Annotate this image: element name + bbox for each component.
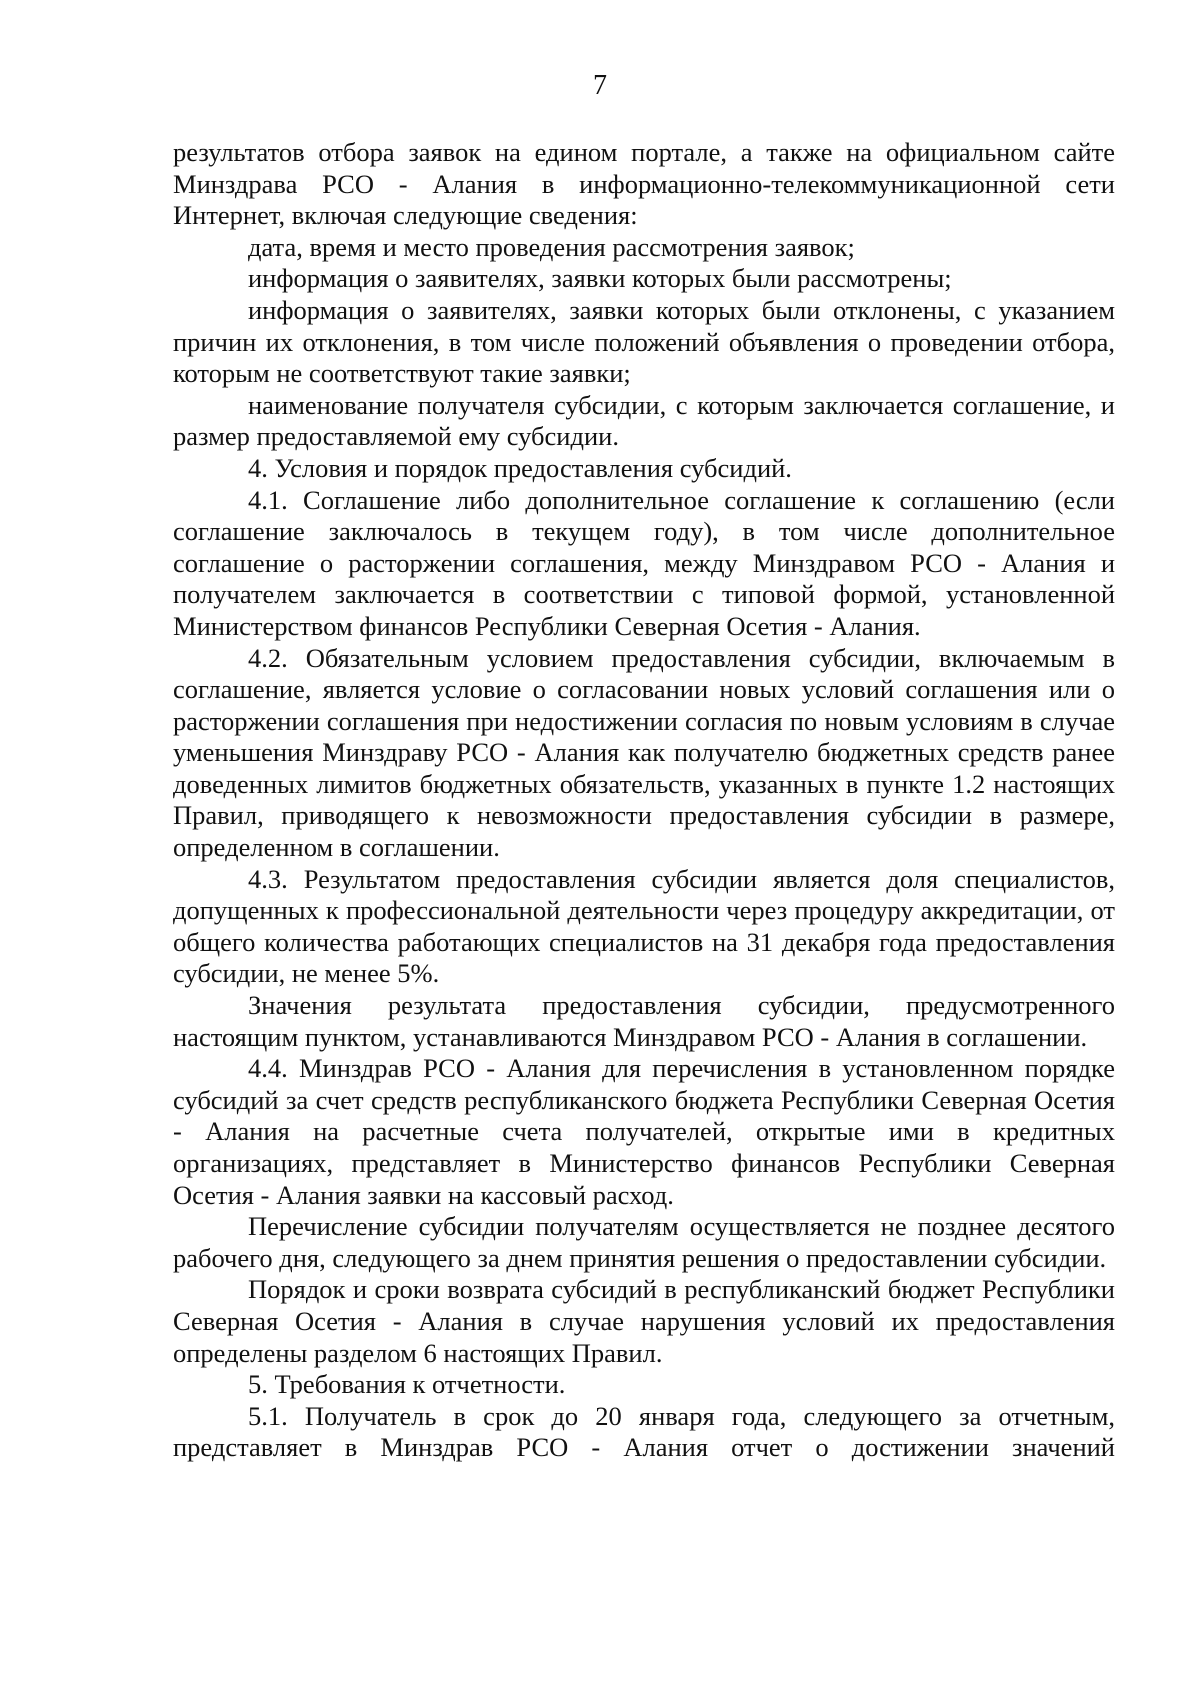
paragraph: 4.1. Соглашение либо дополнительное соглашение к соглашению (если соглашение заключалось в текущем году), в том числе дополнительное соглашение о расторжении соглашения, между Минздравом РСО - Алания и получателем заключается в соответствии с типовой формой, установленной Министерством финансов Республики Северная Осетия - Алания. xyxy=(173,484,1115,641)
paragraph: 5.1. Получатель в срок до 20 января года, следующего за отчетным, представляет в Минздрав РСО - Алания отчет о достижении значений xyxy=(173,1400,1115,1463)
document-body xyxy=(173,137,1115,1464)
paragraph: 4.2. Обязательным условием предоставления субсидии, включаемым в соглашение, является условие о согласовании новых условий соглашения или о расторжении соглашения при недостижении согласия по новым условиям в случае уменьшения Минздраву РСО - Алания как получателю бюджетных средств ранее доведенных лимитов бюджетных обязательств, указанных в пункте 1.2 настоящих Правил, приводящего к невозможности предоставления субсидии в размере, определенном в соглашении. xyxy=(173,642,1115,863)
page-number: 7 xyxy=(593,70,607,101)
paragraph: 5. Требования к отчетности. xyxy=(248,1369,566,1400)
paragraph: информация о заявителях, заявки которых были отклонены, с указанием причин их отклонения, в том числе положений объявления о проведении отбора, которым не соответствуют такие заявки; xyxy=(173,294,1115,389)
paragraph: 4.3. Результатом предоставления субсидии является доля специалистов, допущенных к профессиональной деятельности через процедуру аккредитации, от общего количества работающих специалистов на 31 декабря года предоставления субсидии, не менее 5%. xyxy=(173,863,1115,989)
paragraph: Значения результата предоставления субсидии, предусмотренного настоящим пунктом, устанавливаются Минздравом РСО - Алания в соглашении. xyxy=(173,990,1115,1052)
paragraph: Перечисление субсидии получателям осуществляется не позднее десятого рабочего дня, следующего за днем принятия решения о предоставлении субсидии. xyxy=(173,1211,1115,1273)
paragraph: Порядок и сроки возврата субсидий в республиканский бюджет Республики Северная Осетия - Алания в случае нарушения условий их предоставления определены разделом 6 настоящих Правил. xyxy=(173,1274,1115,1368)
paragraph: 4. Условия и порядок предоставления субсидий. xyxy=(248,452,792,483)
paragraph: 4.4. Минздрав РСО - Алания для перечисления в установленном порядке субсидий за счет средств республиканского бюджета Республики Северная Осетия - Алания на расчетные счета получателей, открытые ими в кредитных организациях, представляет в Министерство финансов Республики Северная Осетия - Алания заявки на кассовый расход. xyxy=(173,1053,1115,1210)
paragraph: дата, время и место проведения рассмотрения заявок; xyxy=(248,231,855,262)
paragraph: результатов отбора заявок на едином портале, а также на официальном сайте Минздрава РСО - Алания в информационно-телекоммуникационной сети Интернет, включая следующие сведения: xyxy=(173,137,1115,231)
paragraph: информация о заявителях, заявки которых были рассмотрены; xyxy=(248,263,952,294)
paragraph: наименование получателя субсидии, с которым заключается соглашение, и размер предоставляемой ему субсидии. xyxy=(173,389,1115,452)
